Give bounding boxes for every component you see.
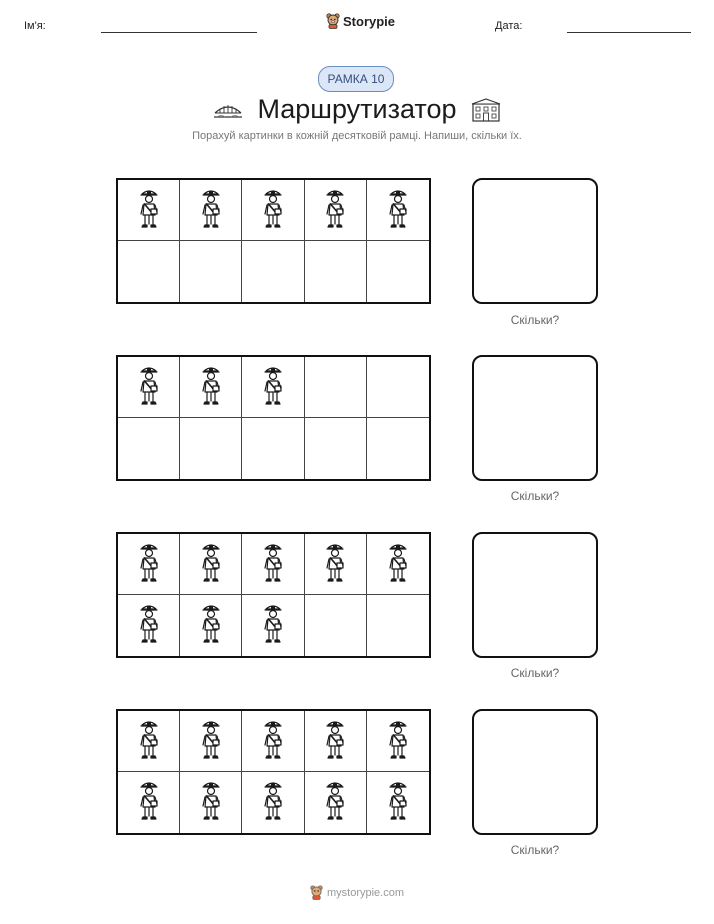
frame-cell [367, 772, 429, 833]
ten-frame-4 [116, 709, 431, 835]
name-label: Ім'я: [24, 20, 46, 32]
frame-badge: РАМКА 10 [318, 66, 394, 92]
frame-cell [118, 772, 180, 833]
mail-carrier-icon [324, 188, 346, 233]
brand-logo [326, 13, 395, 29]
frame-cell [367, 418, 429, 479]
bear-logo-icon [310, 885, 323, 900]
mail-carrier-icon [387, 719, 409, 764]
mail-carrier-icon [200, 188, 222, 233]
bridge-icon [213, 101, 243, 119]
mail-carrier-icon [138, 188, 160, 233]
mail-carrier-icon [387, 780, 409, 825]
frame-cell [242, 595, 304, 656]
mail-carrier-icon [200, 780, 222, 825]
frame-cell [180, 357, 242, 418]
mail-carrier-icon [262, 780, 284, 825]
mail-carrier-icon [138, 603, 160, 648]
mail-carrier-icon [138, 542, 160, 587]
date-line[interactable] [567, 32, 691, 33]
frame-cell [367, 711, 429, 772]
frame-cell [367, 357, 429, 418]
frame-cell [180, 772, 242, 833]
frame-cell [367, 241, 429, 302]
mail-carrier-icon [262, 188, 284, 233]
frame-cell [367, 180, 429, 241]
title-row [0, 94, 714, 125]
frame-cell [242, 534, 304, 595]
name-line[interactable] [101, 32, 257, 33]
ten-frame-1 [116, 178, 431, 304]
frame-cell [242, 711, 304, 772]
frame-cell [118, 418, 180, 479]
date-label: Дата: [495, 20, 523, 32]
frame-cell [180, 534, 242, 595]
answer-box-4[interactable] [472, 709, 598, 835]
footer [0, 885, 714, 900]
frame-cell [367, 534, 429, 595]
mail-carrier-icon [387, 542, 409, 587]
mail-carrier-icon [200, 365, 222, 410]
mail-carrier-icon [262, 365, 284, 410]
frame-cell [305, 711, 367, 772]
frame-cell [118, 711, 180, 772]
frame-cell [118, 595, 180, 656]
mail-carrier-icon [262, 719, 284, 764]
frame-cell [242, 180, 304, 241]
bear-logo-icon [326, 13, 340, 29]
frame-cell [305, 357, 367, 418]
frame-cell [242, 772, 304, 833]
mail-carrier-icon [200, 542, 222, 587]
ten-frame-2 [116, 355, 431, 481]
frame-cell [305, 595, 367, 656]
mail-carrier-icon [387, 188, 409, 233]
frame-cell [180, 180, 242, 241]
answer-box-1[interactable] [472, 178, 598, 304]
mail-carrier-icon [324, 719, 346, 764]
frame-cell [118, 241, 180, 302]
frame-cell [305, 534, 367, 595]
mail-carrier-icon [262, 603, 284, 648]
frame-cell [180, 241, 242, 302]
page-title: Маршрутизатор [257, 94, 457, 124]
frame-cell [180, 595, 242, 656]
frame-cell [305, 241, 367, 302]
frame-cell [305, 418, 367, 479]
ten-frame-3 [116, 532, 431, 658]
frame-cell [242, 357, 304, 418]
instructions: Порахуй картинки в кожній десятковій рамці. Напиши, скільки їх. [192, 130, 522, 142]
answer-label-3: Скільки? [510, 666, 560, 680]
footer-link[interactable]: mystorypie.com [326, 886, 405, 899]
answer-box-2[interactable] [472, 355, 598, 481]
answer-label-1: Скільки? [510, 313, 560, 327]
answer-box-3[interactable] [472, 532, 598, 658]
brand-name: Storypie [343, 13, 396, 29]
mail-carrier-icon [138, 365, 160, 410]
frame-cell [118, 357, 180, 418]
mail-carrier-icon [138, 719, 160, 764]
post-office-building-icon [471, 98, 501, 122]
frame-cell [180, 418, 242, 479]
frame-cell [118, 534, 180, 595]
frame-cell [305, 772, 367, 833]
mail-carrier-icon [138, 780, 160, 825]
answer-label-4: Скільки? [510, 843, 560, 857]
frame-cell [242, 241, 304, 302]
frame-cell [242, 418, 304, 479]
mail-carrier-icon [324, 780, 346, 825]
mail-carrier-icon [200, 719, 222, 764]
frame-cell [118, 180, 180, 241]
frame-cell [305, 180, 367, 241]
answer-label-2: Скільки? [510, 489, 560, 503]
frame-cell [180, 711, 242, 772]
frame-cell [367, 595, 429, 656]
mail-carrier-icon [262, 542, 284, 587]
mail-carrier-icon [200, 603, 222, 648]
mail-carrier-icon [324, 542, 346, 587]
